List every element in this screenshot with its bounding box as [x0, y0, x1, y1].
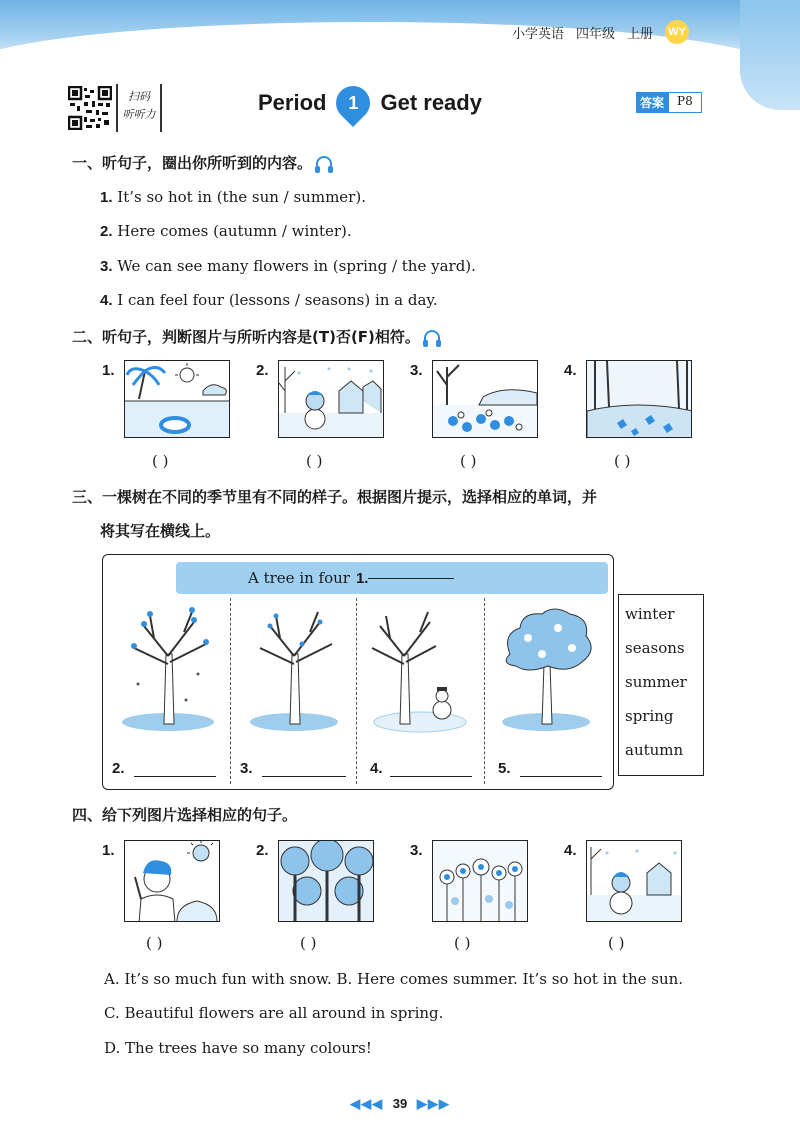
section-3-title: 三、一棵树在不同的季节里有不同的样子。根据图片提示，选择相应的单词，并: [72, 488, 598, 506]
beach-picture: [124, 360, 230, 438]
word-option: winter: [625, 605, 675, 623]
item-text[interactable]: We can see many flowers in (spring / the yard).: [117, 257, 476, 275]
item-text[interactable]: Here comes (autumn / winter).: [117, 222, 352, 240]
answer-parentheses[interactable]: ( ): [608, 934, 625, 952]
picture-number: 1.: [102, 362, 115, 379]
answer-blank[interactable]: [262, 776, 346, 777]
listen-item: [100, 222, 352, 240]
tree-label-number: 2.: [112, 760, 125, 777]
summer-tree-picture: [492, 604, 600, 734]
picture-number: 4.: [564, 362, 577, 379]
item-number: 4.: [100, 292, 113, 309]
answer-parentheses[interactable]: ( ): [306, 452, 323, 470]
hot-sun-picture: [124, 840, 220, 922]
tree-label-number: 3.: [240, 760, 253, 777]
listen-item: [100, 188, 366, 206]
volume-label: 上册: [627, 26, 654, 42]
answer-blank[interactable]: [134, 776, 216, 777]
word-option: spring: [625, 707, 674, 725]
tree-banner: [176, 562, 608, 594]
section-1-title-text: 一、听句子，圈出你所听到的内容。: [72, 154, 313, 172]
spring-trees-picture: [432, 360, 538, 438]
page-title: [258, 86, 482, 120]
section-3-title-line2: 将其写在横线上。: [100, 522, 221, 540]
answer-parentheses[interactable]: ( ): [460, 452, 477, 470]
divider: [230, 598, 231, 784]
autumn-forest-picture: [586, 360, 692, 438]
tree-label-number: 5.: [498, 760, 511, 777]
prev-arrows-icon[interactable]: ◀◀◀: [350, 1096, 384, 1111]
page-number: 39: [392, 1096, 408, 1111]
banner-text: A tree in four: [248, 569, 350, 587]
answer-page: P8: [668, 92, 702, 113]
listen-label: 听听力: [122, 108, 156, 121]
picture-number: 2.: [256, 842, 269, 859]
picture-number: 3.: [410, 362, 423, 379]
sentence-option: D. The trees have so many colours!: [104, 1039, 372, 1057]
word-option: autumn: [625, 741, 684, 759]
item-number: 1.: [100, 189, 113, 206]
answer-parentheses[interactable]: ( ): [146, 934, 163, 952]
sentence-option: A. It’s so much fun with snow. B. Here comes summer. It’s so hot in the sun.: [104, 970, 684, 988]
period-name: Get ready: [380, 90, 482, 115]
listen-item: [100, 291, 438, 309]
section-2-title: [72, 326, 440, 347]
item-text[interactable]: I can feel four (lessons / seasons) in a day.: [117, 291, 438, 309]
banner-number: 1.: [355, 569, 369, 587]
scan-label: 扫码: [128, 90, 150, 103]
colourful-trees-picture: [278, 840, 374, 922]
section-1-title: [72, 152, 332, 173]
snow-fun-picture: [586, 840, 682, 922]
sentence-option: C. Beautiful flowers are all around in spring.: [104, 1004, 444, 1022]
scan-to-listen[interactable]: [116, 84, 162, 132]
section-4-title: 四、给下列图片选择相应的句子。: [72, 806, 298, 824]
item-number: 3.: [100, 258, 113, 275]
picture-number: 1.: [102, 842, 115, 859]
publisher-badge: WY: [665, 20, 689, 44]
grade-label: 四年级: [576, 26, 616, 42]
word-option: summer: [625, 673, 687, 691]
spring-tree-picture: [240, 604, 348, 734]
answer-label: 答案: [636, 92, 668, 113]
page-footer: [0, 1096, 800, 1112]
picture-number: 3.: [410, 842, 423, 859]
spring-flowers-picture: [432, 840, 528, 922]
period-number: 1: [348, 92, 359, 113]
snow-village-picture: [278, 360, 384, 438]
answer-blank[interactable]: [520, 776, 602, 777]
answer-parentheses[interactable]: ( ): [614, 452, 631, 470]
item-text[interactable]: It’s so hot in (the sun / summer).: [117, 188, 366, 206]
divider: [484, 598, 485, 784]
qr-code-icon[interactable]: [68, 86, 112, 130]
next-arrows-icon[interactable]: ▶▶▶: [416, 1096, 450, 1111]
word-option: seasons: [625, 639, 685, 657]
subject-label: 小学英语: [512, 26, 565, 42]
item-number: 2.: [100, 223, 113, 240]
divider: [356, 598, 357, 784]
picture-number: 2.: [256, 362, 269, 379]
answer-parentheses[interactable]: ( ): [300, 934, 317, 952]
autumn-tree-picture: [114, 604, 222, 734]
winter-tree-picture: [366, 604, 474, 734]
period-number-badge: [329, 79, 377, 127]
answer-blank[interactable]: [390, 776, 472, 777]
answer-tag[interactable]: [636, 92, 702, 113]
header-right-tab: [740, 0, 800, 110]
picture-number: 4.: [564, 842, 577, 859]
tree-label-number: 4.: [370, 760, 383, 777]
headphone-icon[interactable]: [316, 156, 332, 170]
headphone-icon[interactable]: [424, 330, 440, 344]
period-word: Period: [258, 90, 327, 115]
answer-parentheses[interactable]: ( ): [152, 452, 169, 470]
section-2-title-text: 二、听句子，判断图片与所听内容是(T)否(F)相符。: [72, 328, 420, 346]
book-info: [512, 20, 689, 44]
answer-parentheses[interactable]: ( ): [454, 934, 471, 952]
listen-item: [100, 257, 476, 275]
banner-blank[interactable]: [368, 578, 454, 579]
word-bank: [618, 594, 704, 776]
